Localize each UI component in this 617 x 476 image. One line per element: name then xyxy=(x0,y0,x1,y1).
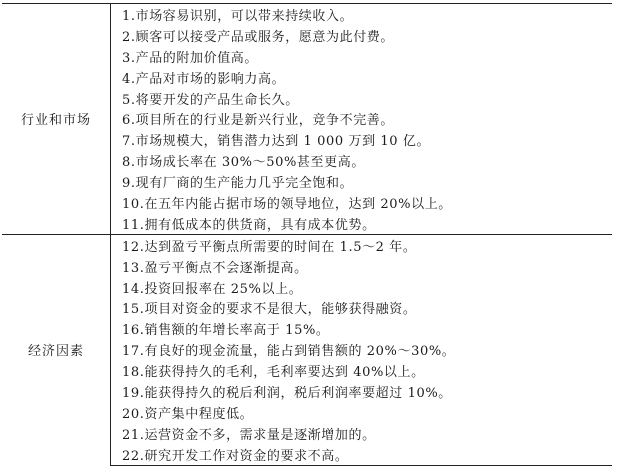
criterion-item: 10.在五年内能占据市场的领导地位，达到 20%以上。 xyxy=(122,196,452,212)
criterion-item: 17.有良好的现金流量，能占到销售额的 20%～30%。 xyxy=(122,344,456,360)
criterion-item: 9.现有厂商的生产能力几乎完全饱和。 xyxy=(122,176,354,192)
criterion-item: 20.资产集中程度低。 xyxy=(122,406,254,422)
criterion-item: 2.顾客可以接受产品或服务，愿意为此付费。 xyxy=(122,29,395,45)
table-row xyxy=(2,4,612,25)
criterion-item: 21.运营资金不多，需求量是逐渐增加的。 xyxy=(122,427,376,443)
criterion-item: 4.产品对市场的影响力高。 xyxy=(122,71,286,87)
criterion-item: 7.市场规模大，销售潜力达到 1 000 万到 10 亿。 xyxy=(122,134,431,150)
criterion-item: 19.能获得持久的税后利润，税后利润率要超过 10%。 xyxy=(122,385,452,401)
category-cell: 经济因素 xyxy=(2,234,111,465)
criterion-item: 6.项目所在的行业是新兴行业，竞争不完善。 xyxy=(122,113,395,129)
criterion-item: 5.将要开发的产品生命长久。 xyxy=(122,92,299,108)
criteria-table xyxy=(2,3,612,466)
criterion-item: 13.盈亏平衡点不会逐渐提高。 xyxy=(122,260,308,276)
criterion-item: 11.拥有低成本的供货商，具有成本优势。 xyxy=(122,217,376,233)
criterion-item: 16.销售额的年增长率高于 15%。 xyxy=(122,323,330,339)
criterion-item: 22.研究开发工作对资金的要求不高。 xyxy=(111,444,613,465)
criterion-item: 14.投资回报率在 25%以上。 xyxy=(122,281,303,297)
criterion-item: 15.项目对资金的要求不是很大，能够获得融资。 xyxy=(122,302,417,318)
category-cell: 行业和市场 xyxy=(2,4,111,235)
criterion-item: 12.达到盈亏平衡点所需要的时间在 1.5～2 年。 xyxy=(111,234,613,255)
criterion-item: 1.市场容易识别，可以带来持续收入。 xyxy=(111,4,613,25)
table-row xyxy=(2,234,612,255)
criterion-item: 8.市场成长率在 30%～50%甚至更高。 xyxy=(122,155,365,171)
criterion-item: 18.能获得持久的毛利，毛利率要达到 40%以上。 xyxy=(122,365,425,381)
criterion-item: 3.产品的附加价值高。 xyxy=(122,50,259,66)
